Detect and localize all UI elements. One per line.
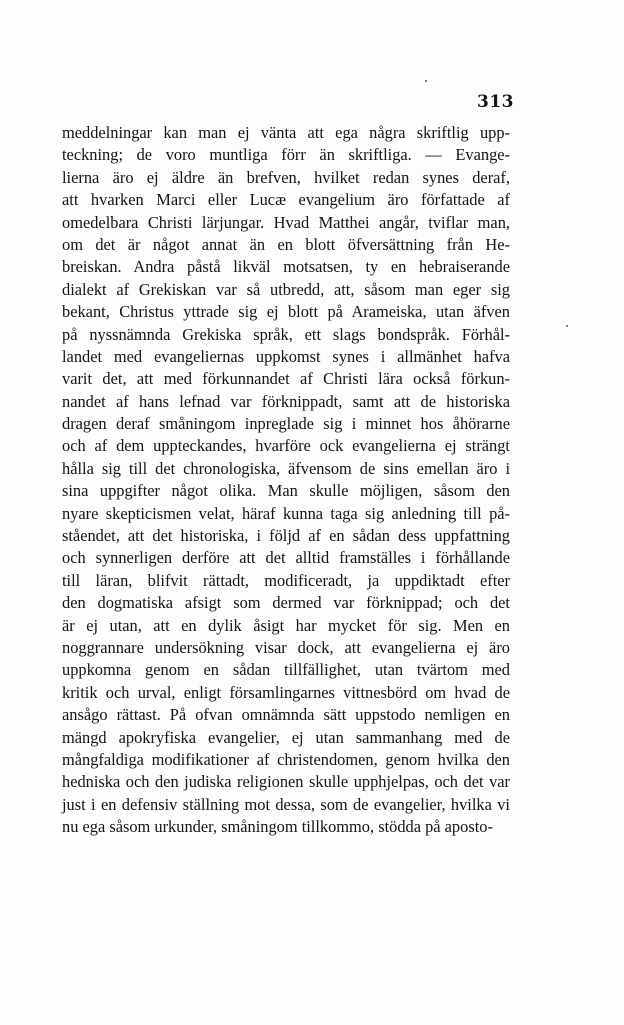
text-line: och synnerligen derföre att det alltid framställes i förhållande [62,548,510,568]
text-line: är ej utan, att en dylik åsigt har mycket för sig. Men en [62,615,510,635]
text-line: sina uppgifter något olika. Man skulle möjligen, såsom den [62,481,510,501]
text-line: nandet af hans lefnad var förknippadt, samt att de historiska [62,391,510,411]
text-line: om det är något annat än en blott öfversättning från He- [62,234,510,254]
text-line: till läran, blifvit rättadt, modificeradt, ja uppdiktadt efter [62,570,510,590]
page-number: 313 [477,92,514,112]
text-line: på nyssnämnda Grekiska språk, ett slags bondspråk. Förhål- [62,324,510,344]
text-line: hedniska och den judiska religionen skulle upphjelpas, och det var [62,772,510,792]
text-line: bekant, Christus yttrade sig ej blott på Arameiska, utan äfven [62,302,510,322]
text-line: teckning; de voro muntliga förr än skriftliga. — Evange- [62,145,510,165]
ink-speck [566,325,568,327]
text-line: meddelningar kan man ej vänta att ega några skriftlig upp- [62,123,510,142]
text-line: noggrannare undersökning visar dock, att evangelierna ej äro [62,637,510,657]
text-line: lierna äro ej äldre än brefven, hvilket redan synes deraf, [62,167,510,187]
text-line: nyare skepticismen velat, häraf kunna taga sig anledning till på- [62,503,510,523]
text-line: att hvarken Marci eller Lucæ evangelium äro författade af [62,190,510,210]
text-line: dragen deraf småningom inpreglade sig i minnet hos åhörarne [62,414,510,434]
text-line: omedelbara Christi lärjungar. Hvad Matthei angår, tviflar man, [62,212,510,232]
text-line: uppkomna genom en sådan tillfällighet, utan tvärtom med [62,660,510,680]
text-line: mängd apokryfiska evangelier, ej utan sammanhang med de [62,727,510,747]
text-line: just i en defensiv ställning mot dessa, som de evangelier, hvilka vi [62,794,510,814]
text-line: kritik och urval, enligt församlingarnes vittnesbörd om hvad de [62,682,510,702]
text-line: dialekt af Grekiskan var så utbredd, att, såsom man eger sig [62,279,510,299]
text-line: mångfaldiga modifikationer af christendomen, genom hvilka den [62,749,510,769]
text-line: nu ega såsom urkunder, småningom tillkommo, stödda på aposto- [62,817,493,837]
ink-speck [425,80,427,82]
text-line: och af dem uppteckandes, hvarföre ock evangelierna ej strängt [62,436,510,456]
text-line: landet med evangeliernas uppkomst synes i allmänhet hafva [62,346,510,366]
text-line: den dogmatiska afsigt som dermed var förknippad; och det [62,593,510,613]
text-line: breiskan. Andra påstå likväl motsatsen, ty en hebraiserande [62,257,510,277]
text-line: hålla sig till det chronologiska, äfvensom de sins emellan äro i [62,458,510,478]
text-line: varit det, att med förkunnandet af Christi lära också förkun- [62,369,510,389]
text-line: ansågo rättast. På ofvan omnämnda sätt uppstodo nemligen en [62,705,510,725]
body-text [62,122,510,839]
text-line: ståendet, att det historiska, i följd af en sådan dess uppfattning [62,526,510,546]
